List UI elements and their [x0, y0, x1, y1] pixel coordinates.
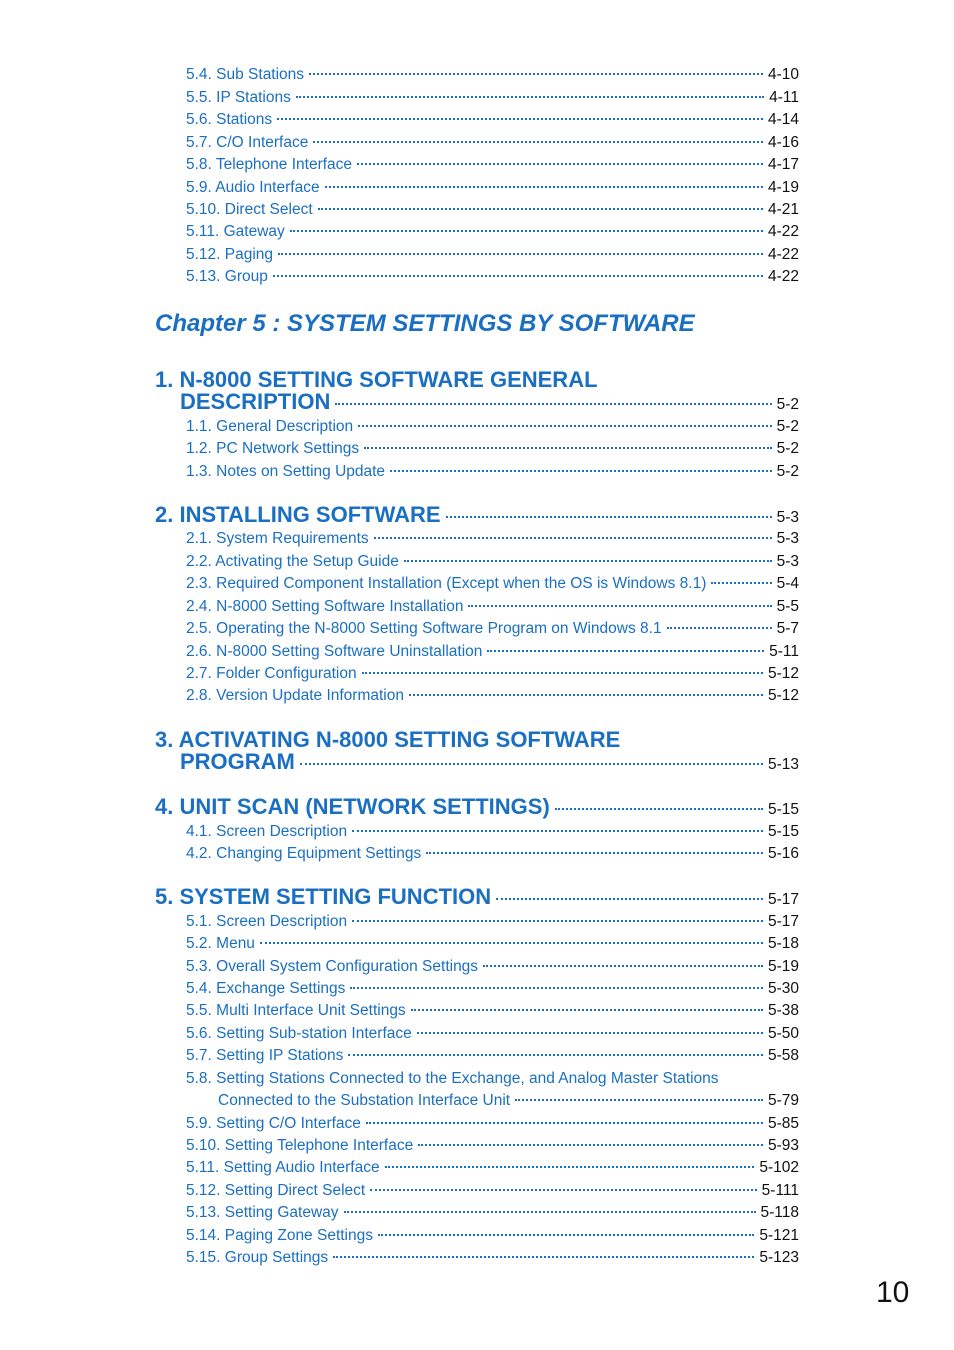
- toc-entry[interactable]: 5.10. Setting Telephone Interface 5-93: [186, 1137, 799, 1154]
- toc-entry[interactable]: 2.4. N-8000 Setting Software Installation 5-5: [186, 598, 799, 615]
- toc-entry[interactable]: 5.12. Setting Direct Select 5-111: [186, 1182, 799, 1199]
- toc-entry[interactable]: 2.7. Folder Configuration 5-12: [186, 665, 799, 682]
- toc-entry[interactable]: 1.3. Notes on Setting Update 5-2: [186, 463, 799, 480]
- toc-entry[interactable]: 5.13. Group 4-22: [186, 268, 799, 285]
- toc-entry[interactable]: 5.9. Audio Interface 4-19: [186, 179, 799, 196]
- chapter-title: Chapter 5 : SYSTEM SETTINGS BY SOFTWARE: [155, 310, 695, 337]
- toc-entry[interactable]: 2.2. Activating the Setup Guide 5-3: [186, 553, 799, 570]
- toc-entry[interactable]: 5.1. Screen Description 5-17: [186, 913, 799, 930]
- toc-entry-cont[interactable]: Connected to the Substation Interface Unit 5-79: [218, 1092, 799, 1109]
- toc-entry[interactable]: 2.8. Version Update Information 5-12: [186, 687, 799, 704]
- toc-entry[interactable]: 5.7. Setting IP Stations 5-58: [186, 1047, 799, 1064]
- toc-entry[interactable]: 1.2. PC Network Settings 5-2: [186, 440, 799, 457]
- toc-entry[interactable]: 4.2. Changing Equipment Settings 5-16: [186, 845, 799, 862]
- section-heading[interactable]: 3. ACTIVATING N-8000 SETTING SOFTWARE: [155, 727, 621, 752]
- toc-entry[interactable]: 5.13. Setting Gateway 5-118: [186, 1204, 799, 1221]
- toc-entry[interactable]: 5.2. Menu 5-18: [186, 935, 799, 952]
- toc-entry[interactable]: 5.6. Stations 4-14: [186, 111, 799, 128]
- toc-entry[interactable]: 5.12. Paging 4-22: [186, 246, 799, 263]
- toc-entry[interactable]: 2.1. System Requirements 5-3: [186, 530, 799, 547]
- toc-entry[interactable]: 2.6. N-8000 Setting Software Uninstallation 5-11: [186, 643, 799, 660]
- toc-entry[interactable]: 5.9. Setting C/O Interface 5-85: [186, 1115, 799, 1132]
- section-heading[interactable]: 2. INSTALLING SOFTWARE 5-3: [155, 502, 799, 527]
- toc-entry[interactable]: 5.11. Gateway 4-22: [186, 223, 799, 240]
- toc-entry[interactable]: 5.10. Direct Select 4-21: [186, 201, 799, 218]
- section-heading-cont[interactable]: DESCRIPTION 5-2: [180, 389, 799, 414]
- toc-entry[interactable]: 5.8. Setting Stations Connected to the Exchange, and Analog Master Stations: [186, 1070, 719, 1087]
- toc-entry[interactable]: 5.11. Setting Audio Interface 5-102: [186, 1159, 799, 1176]
- section-heading[interactable]: 5. SYSTEM SETTING FUNCTION 5-17: [155, 884, 799, 909]
- toc-entry[interactable]: 5.4. Exchange Settings 5-30: [186, 980, 799, 997]
- toc-entry[interactable]: 5.5. Multi Interface Unit Settings 5-38: [186, 1002, 799, 1019]
- toc-entry[interactable]: 5.8. Telephone Interface 4-17: [186, 156, 799, 173]
- toc-entry[interactable]: 2.3. Required Component Installation (Except when the OS is Windows 8.1) 5-4: [186, 575, 799, 592]
- section-heading-cont[interactable]: PROGRAM 5-13: [180, 749, 799, 774]
- toc-entry[interactable]: 5.7. C/O Interface 4-16: [186, 134, 799, 151]
- toc-entry[interactable]: 5.6. Setting Sub-station Interface 5-50: [186, 1025, 799, 1042]
- toc-entry[interactable]: 5.3. Overall System Configuration Settings 5-19: [186, 958, 799, 975]
- section-heading[interactable]: 1. N-8000 SETTING SOFTWARE GENERAL: [155, 367, 598, 392]
- toc-entry[interactable]: 5.4. Sub Stations 4-10: [186, 66, 799, 83]
- toc-entry[interactable]: 5.15. Group Settings 5-123: [186, 1249, 799, 1266]
- toc-entry[interactable]: 1.1. General Description 5-2: [186, 418, 799, 435]
- page-number: 10: [876, 1276, 910, 1309]
- toc-entry[interactable]: 5.5. IP Stations 4-11: [186, 89, 799, 106]
- section-heading[interactable]: 4. UNIT SCAN (NETWORK SETTINGS) 5-15: [155, 794, 799, 819]
- toc-entry[interactable]: 4.1. Screen Description 5-15: [186, 823, 799, 840]
- toc-entry[interactable]: 2.5. Operating the N-8000 Setting Software Program on Windows 8.1 5-7: [186, 620, 799, 637]
- toc-entry[interactable]: 5.14. Paging Zone Settings 5-121: [186, 1227, 799, 1244]
